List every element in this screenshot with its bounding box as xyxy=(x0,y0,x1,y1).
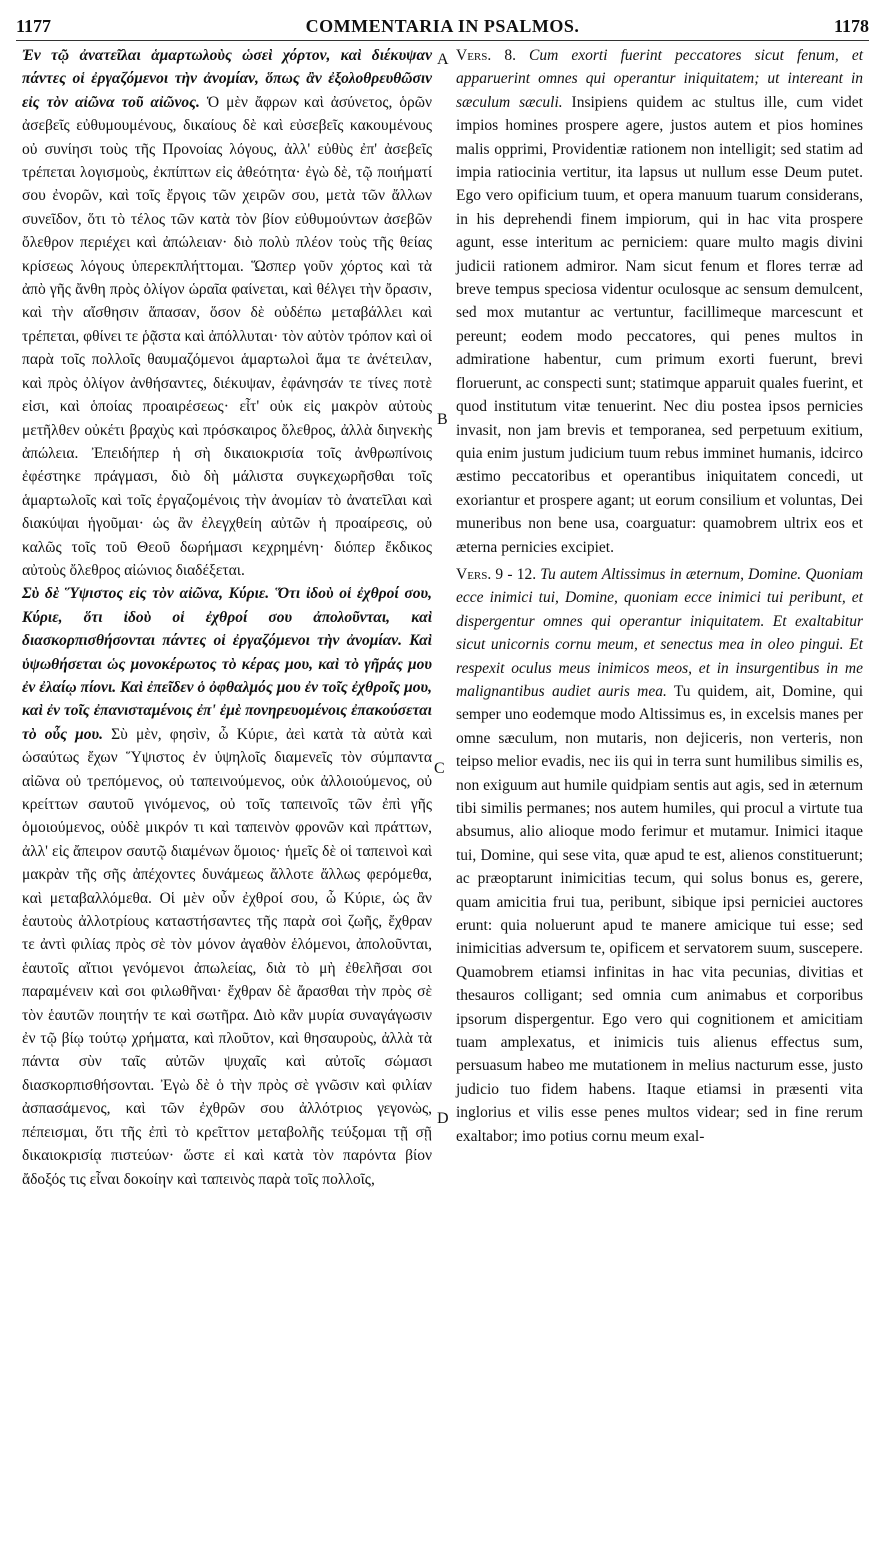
latin-column xyxy=(456,44,863,1148)
latin-paragraph-verse-8 xyxy=(456,44,863,559)
margin-letter-b: B xyxy=(437,411,448,428)
margin-letter-d: D xyxy=(437,1110,449,1127)
latin-lemma-verse-8: Cum exorti fuerint peccatores sicut fenum, et apparuerint omnes qui operantur iniquitatem; ut intereant in sæculum sæculi. xyxy=(456,47,864,111)
greek-column xyxy=(22,44,432,1191)
running-header xyxy=(16,16,869,40)
margin-letter-a: A xyxy=(437,51,449,68)
greek-commentary-verse-8: Ὁ μὲν ἄφρων καὶ ἀσύνετος, ὁρῶν ἀσεβεῖς εὐθυμουμένους, δικαίους δὲ καὶ εὐσεβεῖς κακουμένους οὐ συνίησι τοὺς τῆς Προνοίας λόγους, ἀλλ' εὐθὺς ἐπ' ἀσεβεῖς τρέπεται λογισμοὺς, ἐκπίπτων εἰς ἀθεότητα· ἐγὼ δὲ, τῷ ποιήματί σου ἐνορῶν, καὶ τοῖς ἔργοις τῶν χειρῶν σου, μετὰ τῶν ἄλλων συνεῖδον, ὅτι τὸ τέλος τῶν κατὰ τὸν βίον εὐθυμούντων ἀσεβῶν ὄλεθρον περιέχει καὶ ἀπώλειαν· διὸ πολὺ πλέον τοὺς τῆς θείας κρίσεως λόγους ὑπερεκπλήττομαι. Ὥσπερ γοῦν χόρτος καὶ τὰ ἀπὸ γῆς ἄνθη πρὸς ὀλίγον ὡραῖα φαίνεται, καὶ θέλγει τὴν ὄρασιν, καὶ τὴν αἴσθησιν ἅπασαν, ὅσον δὲ οὐδέπω μεταβάλλει καὶ τρέπεται, φθίνει τε ῥᾷστα καὶ ἀπόλλυται· τὸν αὐτὸν τρόπον καὶ οἱ παρὰ τοῖς πολλοῖς θαυμαζόμενοι ἁμαρτωλοὶ ἅμα τε ἀνέτειλαν, καὶ πρὸς ὀλίγον ἀνθήσαντες, διέκυψαν, ἐφάνησάν τε τίνες ποτὲ εἰσι, καὶ ὁποίας προαιρέσεως· εἶτ' οὐκ εἰς μακρὸν αὐτοὺς μετῆλθεν οὐκέτι βραχὺς καὶ πρόσκαιρος ὄλεθρος, ἀλλὰ διηνεκὴς ἀπώλεια. Ἐπειδήπερ ἡ σὴ δικαιοκρισία τοῖς ἀνθρωπίνοις ἐφέστηκε πράγμασι, διὸ δὴ μάλιστα συγκεχωρῆσθαι τοῖς ἁμαρτωλοῖς καὶ τοῖς ἐργαζομένοις τὴν ἀνομίαν τὸ ἀνατεῖλαι καὶ διακύψαι ἡγοῦμαι· ὡς ἂν ἐλεγχθείη αὐτῶν ἡ προαίρεσις, οὐ καλῶς τοῖς τοῦ Θεοῦ δωρήμασι κεχρημένη· διόπερ ἔκδικος αὐτοὺς ὄλεθρος αἰώνιος διαδέξεται. xyxy=(22,93,433,579)
latin-verse-label-9-12: Vers. 9 - 12. xyxy=(456,565,537,583)
latin-lemma-verses-9-12: Tu autem Altissimus in æternum, Domine. Quoniam ecce inimici tui, Domine, quoniam ecce inimici tui peribunt, et dispergentur omnes qui operantur iniquitatem. Et exaltabitur sicut unicornis cornu meum, et senectus mea in oleo pingui. Et respexit oculus meus inimicos meos, et in insurgentibus in me malignantibus audiet auris mea. xyxy=(456,565,864,700)
right-page-number: 1178 xyxy=(833,16,869,36)
margin-letter-c: C xyxy=(434,760,445,777)
header-rule xyxy=(16,40,869,41)
latin-paragraph-verses-9-12 xyxy=(456,563,863,1148)
greek-lemma-verses-9-12: Σὺ δὲ Ὕψιστος εἰς τὸν αἰῶνα, Κύριε. Ὅτι ἰδοὺ οἱ ἐχθροί σου, Κύριε, ὅτι ἰδοὺ οἱ ἐχθροί σου ἀπολοῦνται, καὶ διασκορπισθήσονται πάντες οἱ ἐργαζόμενοι τὴν ἀνομίαν. Καὶ ὑψωθήσεται ὡς μονοκέρωτος τὸ κέρας μου, καὶ τὸ γῆράς μου ἐν ἐλαίῳ πίονι. Καὶ ἐπεῖδεν ὁ ὀφθαλμός μου ἐν τοῖς ἐχθροῖς μου, καὶ ἐν τοῖς ἐπανισταμένοις ἐπ' ἐμὲ πονηρευομένοις ἐπακούσεται τὸ οὖς μου. xyxy=(22,585,432,743)
greek-commentary-verses-9-12: Σὺ μὲν, φησὶν, ὦ Κύριε, ἀεὶ κατὰ τὰ αὐτὰ καὶ ὡσαύτως ἔχων Ὕψιστος ἐν ὑψηλοῖς διαμενεῖς τὸν σύμπαντα αἰῶνα οὐ τρεπόμενος, οὐ ταπεινούμενος, οὐκ ἀλλοιούμενος, οὐ κρείττων σαυτοῦ γινόμενος, οὐ τοῖς ταπεινοῖς τῶν ἐπὶ γῆς ὁμοιούμενος, οὐδὲ μικρόν τι καὶ ταπεινὸν φρονῶν καὶ πράττων, ἀλλ' εἰς ἄπειρον σαυτῷ διαμένων ὅμοιος· ἡμεῖς δὲ οἱ ταπεινοὶ καὶ μακρὰν τῆς σῆς ἀπέχοντες δυνάμεως ἄλλοτε ἄλλως φερόμεθα, καὶ μεταβαλλόμεθα. Οἱ μὲν οὖν ἐχθροί σου, ὦ Κύριε, ὡς ἂν ἑαυτοὺς ἀλλοτρίους καταστήσαντες τῆς παρὰ σοὶ ζωῆς, ἔχθραν τε ἀντὶ φιλίας πρὸς σὲ τὸν μόνον ἀγαθὸν ἑλόμενοι, ἀπολοῦνται, ἑαυτοῖς αἴτιοι γενόμενοι ἀπωλείας, διὰ τὸ μὴ ἐθελῆσαι σοι παραμένειν καὶ σοι φιλωθῆναι· ἔχθραν δὲ ἄρασθαι τὴν πρὸς σὲ τὸν ἑαυτῶν ποιητήν τε καὶ σωτῆρα. Διὸ κἂν μυρία συναγάγωσιν ἐν τῷ βίῳ τούτῳ χρήματα, καὶ πλοῦτον, καὶ θησαυροὺς, ἀλλὰ τὰ πάντα σὺν ταῖς αὐτῶν ψυχαῖς καὶ αὐτοῖς σώμασι διασκορπισθήσονται. Ἐγὼ δὲ ὁ τὴν πρὸς σὲ γνῶσιν καὶ φιλίαν ἀσπασάμενος, καὶ τῶν ἐχθρῶν σου ἀλλότριος γεγονὼς, πέπεισμαι, ὅτι τῆς ἐπὶ τὸ κρεῖττον μεταβολῆς τεύξομαι τῇ σῇ δικαιοκρισίᾳ πιστεύων· ὥστε εἰ καὶ κατὰ τὸν παρόντα βίον ἄδοξός τις εἶναι δοκοίην καὶ ταπεινὸς παρὰ τοῖς πολλοῖς, xyxy=(22,725,433,1188)
greek-paragraph-verses-9-12 xyxy=(22,582,432,1191)
left-page-number: 1177 xyxy=(16,16,52,36)
greek-paragraph-verse-8 xyxy=(22,44,432,582)
running-title: COMMENTARIA IN PSALMOS. xyxy=(305,16,580,36)
latin-commentary-verse-8: Insipiens quidem ac stultus ille, cum videt impios homines prospere agere, justos autem et pios homines malis opprimi, Providentiæ rationem non intelligit; sed statim ad impia ratiocinia vertitur, ita lapsus ut nullum esse Deum putet. Ego vero opificium tuum, et opera manuum tuarum considerans, in his deprehendi finem impiorum, qui in hac vita prospere agunt, esse interitum ac perniciem: quare multo magis divini judicii rationem admiror. Nam sicut fenum et flores terræ ad breve tempus speciosa videntur oculosque ac sensum demulcent, sed mox mutantur ac vertuntur, facillimeque marcescunt et pereunt; eodem modo peccatores, qui penes multos in admiratione habentur, cum primum exorti fuerunt, brevi floruerunt, ac conspecti sunt; statimque apparuit quales fuerint, et quod institutum vitæ tenuerint. Nec diu postea ipsos pernicies invasit, non jam brevis et temporanea, sed perpetuum exitium, quia enim justum judicium tuum rebus imminet humanis, idcirco æstimo peccatoribus et operantibus iniquitatem concedi, ut exoriantur et prospere agant; ut eorum consilium et voluntas, Dei muneribus non bene usa, coarguatur: quamobrem ultrix eos et æterna pernicies excipiet. xyxy=(456,93,863,556)
latin-verse-label-8: Vers. 8. xyxy=(456,47,516,64)
latin-commentary-verses-9-12: Tu quidem, ait, Domine, qui semper uno eodemque modo Altissimus es, in excelsis manes per omne sæculum, non mutaris, non dejiceris, non verteris, non teipso melior evadis, nec iis qui in terra sunt humilibus similis es, non exiguum aut humile quidpiam sentis aut agis, sed in æternum tibi similis permanes; nos autem humiles, qui procul a virtute tua absumus, alio alioque modo ferimur et mutamur. Inimici itaque tui, Domine, qui sese vita, quæ apud te est, alienos constituerunt; ac præoptarunt inimicitias tecum, qui solus bonus es, gerere, quam amicitia frui tua, peribunt, sibique ipsi perniciei auctores erunt: quia noluerunt apud te manere amicique tui esse; sed inimicitias adversum te, opificem et servatorem suum, suscepere. Quamobrem etiamsi infinitas in hac vita pecunias, divitias et thesauros colligant; sed omnia cum animabus et corporibus ipsorum dispergentur. Ego vero qui cognitionem et amicitiam tuam amplexatus, et inimicis tuis alienus effectus sum, persuasum habeo me mutationem in melius nacturum esse, justo judicio tuo fidem habens. Itaque etiamsi in præsenti vita inglorius et vilis esse penes multos videar; sed in fine rerum exaltabor; imo potius cornu meum exal- xyxy=(456,682,864,1145)
greek-lemma-verse-8: Ἐν τῷ ἀνατεῖλαι ἁμαρτωλοὺς ὡσεὶ χόρτον, καὶ διέκυψαν πάντες οἱ ἐργαζόμενοι τὴν ἀνομίαν, ὅπως ἂν ἐξολοθρευθῶσιν εἰς τὸν αἰῶνα τοῦ αἰῶνος. xyxy=(22,47,432,111)
